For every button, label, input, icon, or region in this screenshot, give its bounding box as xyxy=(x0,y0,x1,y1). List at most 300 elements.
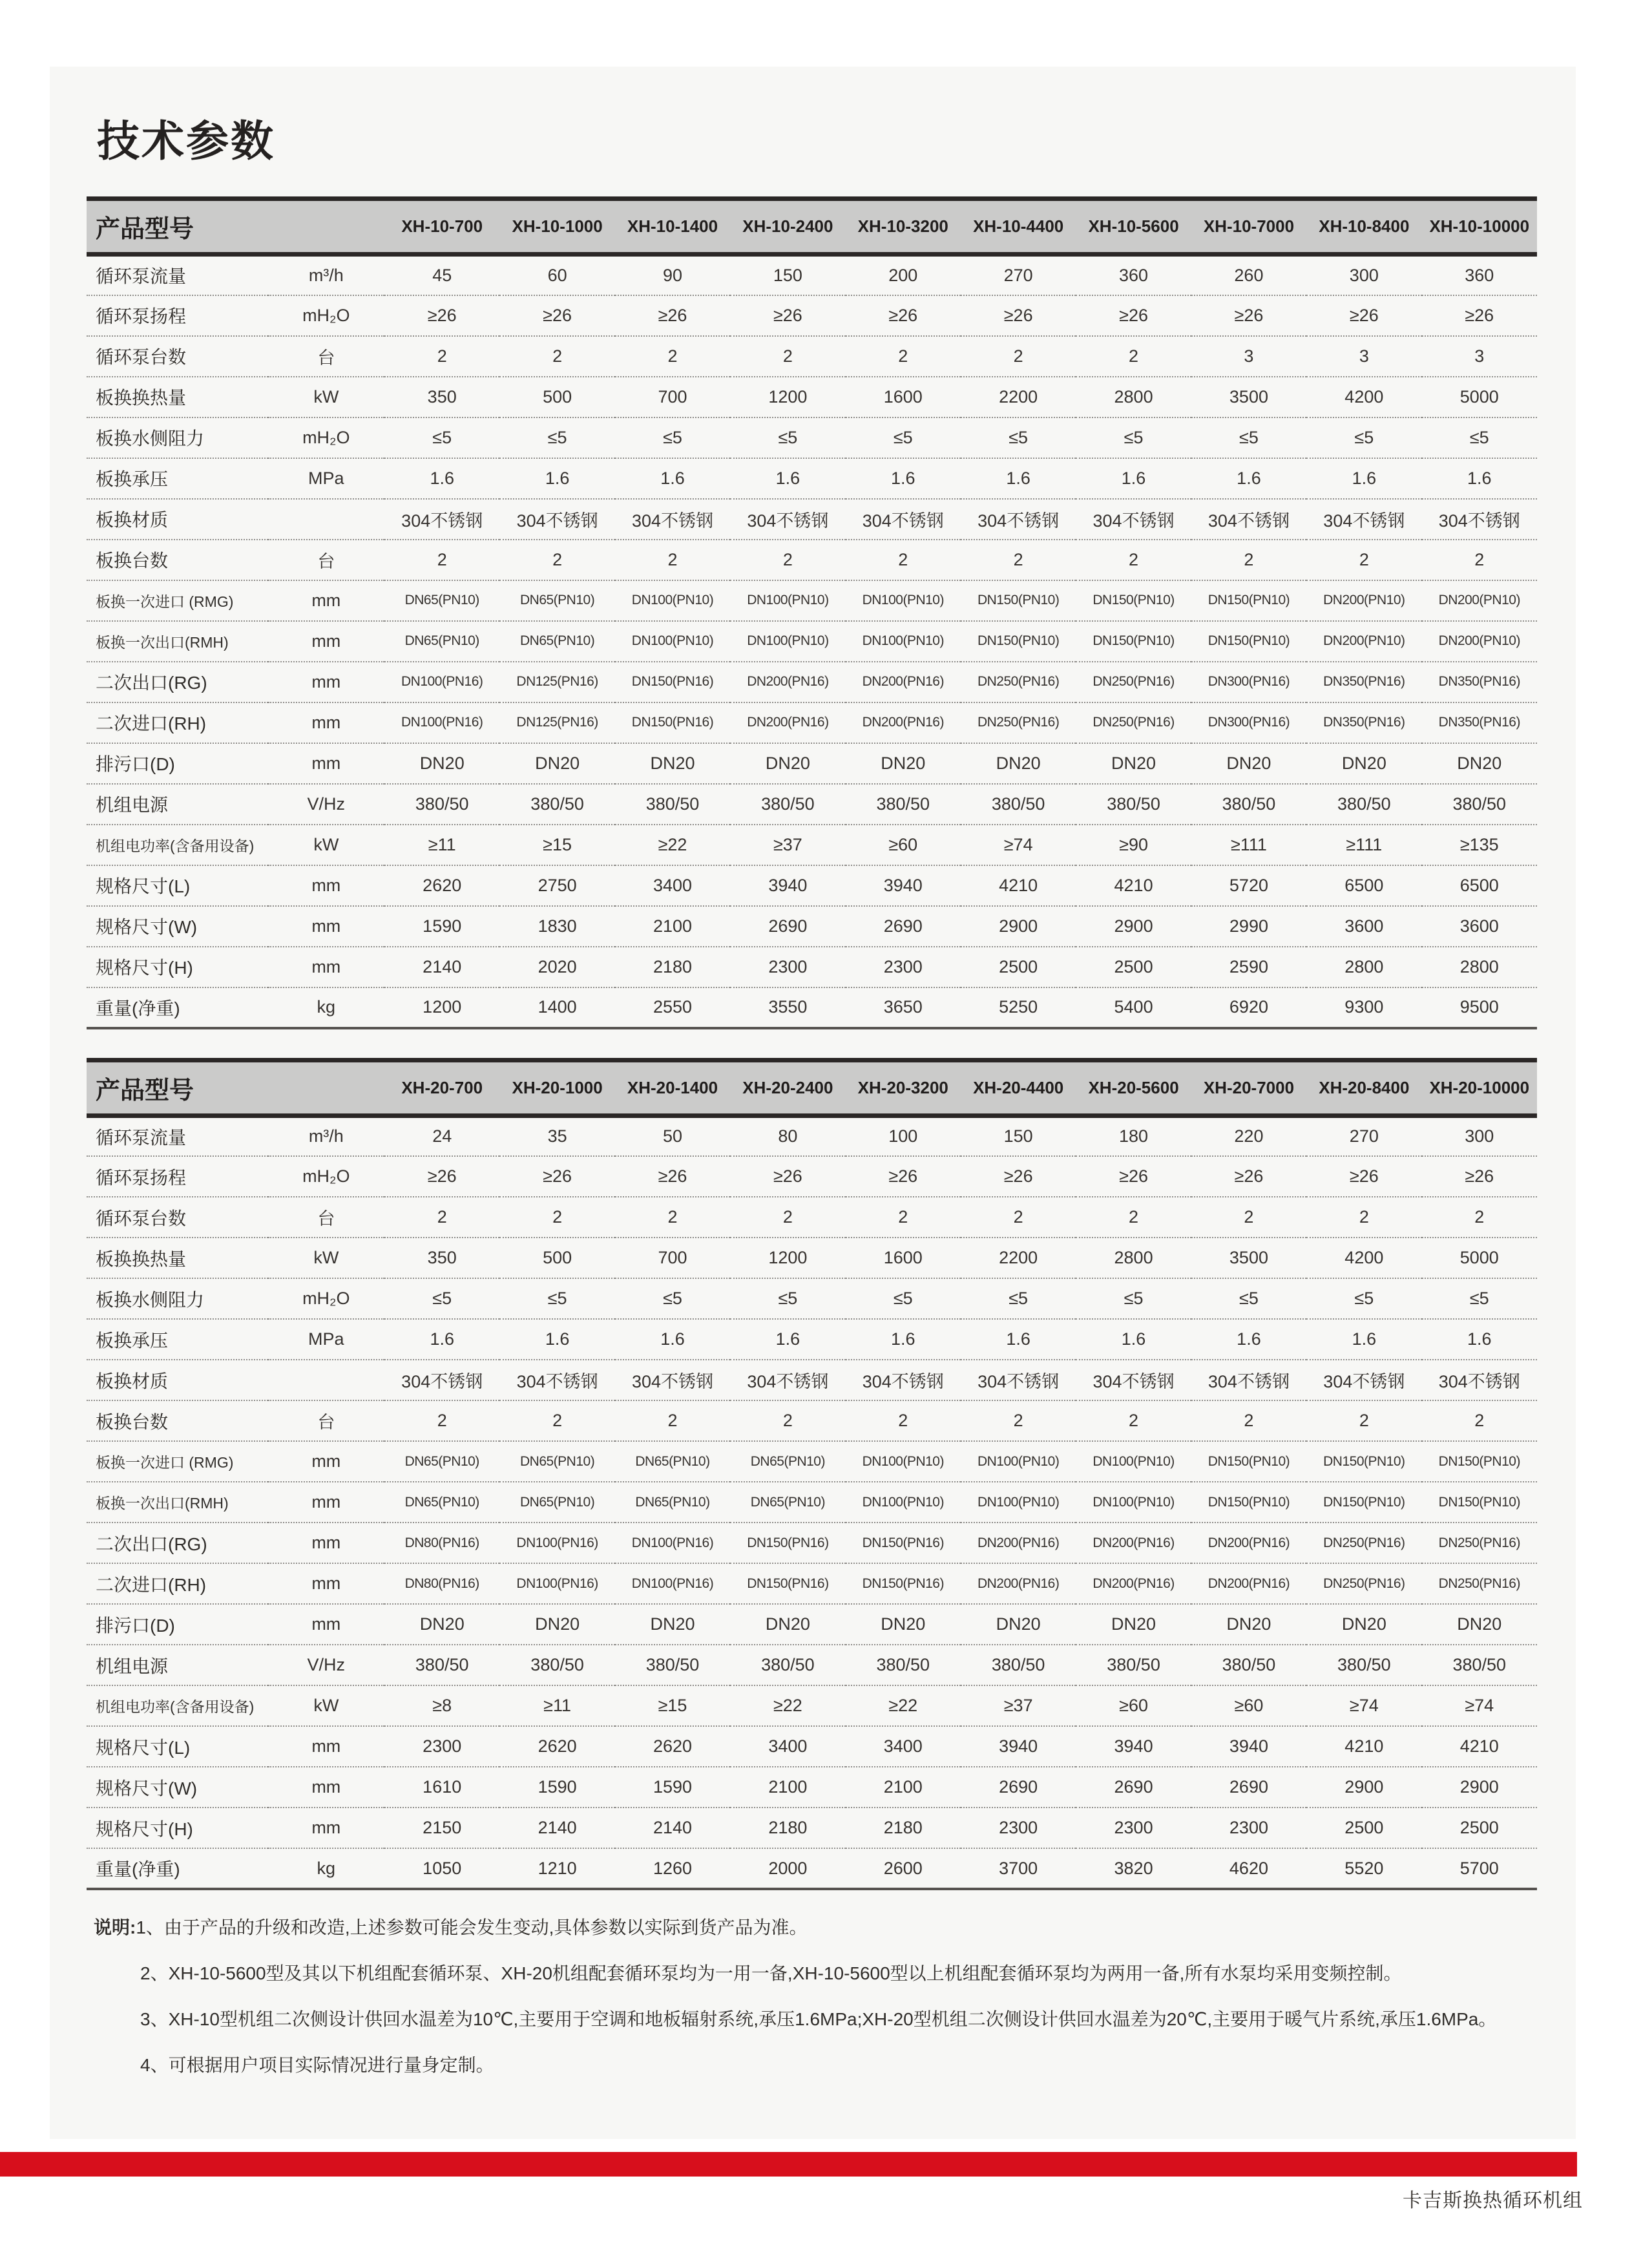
cell-value: 350 xyxy=(427,386,457,406)
cell-value: 2 xyxy=(782,1411,793,1430)
cell-value: 2100 xyxy=(883,1777,923,1797)
column-header-model: XH-10-7000 xyxy=(1203,216,1295,236)
table-row xyxy=(87,1685,1537,1726)
cell-value: 3600 xyxy=(1344,916,1384,936)
page-title: 技术参数 xyxy=(97,117,275,165)
cell-value: 4210 xyxy=(1114,875,1153,895)
cell-value: DN150(PN10) xyxy=(1208,593,1290,607)
cell-value: ≤5 xyxy=(1354,427,1374,447)
cell-value: DN200(PN16) xyxy=(747,674,829,689)
cell-value: DN65(PN10) xyxy=(519,1494,595,1510)
cell-value: DN200(PN16) xyxy=(1208,1576,1290,1591)
table-row xyxy=(87,1808,1537,1848)
table-row xyxy=(87,947,1537,987)
row-label: 机组电源 xyxy=(96,795,169,815)
cell-value: DN250(PN16) xyxy=(1438,1576,1520,1591)
cell-value: 300 xyxy=(1349,265,1379,285)
cell-value: ≤5 xyxy=(778,427,798,447)
row-label: 循环泵流量 xyxy=(96,266,187,287)
cell-value: DN200(PN16) xyxy=(1093,1535,1175,1550)
cell-value: 2 xyxy=(782,346,793,366)
cell-value: ≤5 xyxy=(547,427,567,447)
table-row xyxy=(87,1197,1537,1238)
cell-value: 270 xyxy=(1349,1126,1379,1146)
cell-value: ≥60 xyxy=(1119,1696,1148,1715)
row-label: 板换一次进口 (RMG) xyxy=(96,593,234,610)
cell-value: ≥15 xyxy=(658,1696,687,1715)
cell-value: ≥26 xyxy=(658,305,687,325)
cell-value: 2600 xyxy=(883,1858,923,1878)
cell-value: DN200(PN16) xyxy=(1093,1576,1175,1591)
column-header-model: XH-10-8400 xyxy=(1319,216,1410,236)
cell-value: DN150(PN16) xyxy=(747,1576,829,1591)
cell-value: 3650 xyxy=(883,997,923,1017)
cell-value: 4200 xyxy=(1344,1248,1384,1267)
cell-value: 270 xyxy=(1003,265,1033,285)
cell-value: 2620 xyxy=(538,1736,577,1756)
row-unit: V/Hz xyxy=(307,1655,346,1674)
cell-value: 1.6 xyxy=(660,468,685,488)
cell-value: DN100(PN10) xyxy=(1093,1494,1175,1510)
cell-value: 2690 xyxy=(1229,1777,1268,1797)
cell-value: 2 xyxy=(898,346,908,366)
row-unit: mm xyxy=(311,1533,341,1552)
cell-value: DN100(PN16) xyxy=(516,1576,598,1591)
cell-value: 3 xyxy=(1359,346,1369,366)
cell-value: 3 xyxy=(1244,346,1254,366)
cell-value: DN200(PN16) xyxy=(862,715,944,730)
cell-value: DN100(PN10) xyxy=(862,1453,944,1469)
cell-value: ≤5 xyxy=(1469,427,1489,447)
cell-value: 2 xyxy=(552,1411,563,1430)
row-label: 规格尺寸(H) xyxy=(96,1819,193,1839)
cell-value: DN200(PN16) xyxy=(1208,1535,1290,1550)
cell-value: DN65(PN10) xyxy=(635,1453,710,1469)
cell-value: 2 xyxy=(782,1207,793,1227)
table-row xyxy=(87,825,1537,865)
cell-value: DN350(PN16) xyxy=(1438,674,1520,689)
row-label: 规格尺寸(L) xyxy=(96,1737,191,1758)
cell-value: DN100(PN16) xyxy=(516,1535,598,1550)
cell-value: 1210 xyxy=(538,1858,577,1878)
cell-value: 1260 xyxy=(653,1858,693,1878)
cell-value: ≥22 xyxy=(888,1696,918,1715)
cell-value: 2 xyxy=(667,549,678,569)
cell-value: DN350(PN16) xyxy=(1323,715,1405,730)
cell-value: ≥26 xyxy=(427,1166,457,1186)
cell-value: ≥26 xyxy=(1234,1166,1264,1186)
table-row xyxy=(87,458,1537,499)
row-unit: mm xyxy=(311,753,341,773)
cell-value: 2690 xyxy=(768,916,808,936)
row-unit: kW xyxy=(313,386,339,406)
cell-value: ≤5 xyxy=(1239,1289,1259,1308)
cell-value: DN200(PN10) xyxy=(1323,593,1405,607)
cell-value: DN150(PN16) xyxy=(862,1576,944,1591)
cell-value: 304不锈钢 xyxy=(401,1372,483,1391)
cell-value: DN65(PN10) xyxy=(404,633,479,648)
cell-value: ≤5 xyxy=(547,1289,567,1308)
cell-value: DN100(PN16) xyxy=(631,1535,714,1550)
table-row xyxy=(87,255,1537,295)
cell-value: 2990 xyxy=(1229,916,1268,936)
cell-value: DN100(PN10) xyxy=(862,633,944,648)
notes-prefix: 说明: xyxy=(94,1917,136,1937)
cell-value: DN20 xyxy=(996,1614,1041,1634)
row-label: 板换换热量 xyxy=(96,388,187,408)
row-unit: mm xyxy=(311,671,341,691)
row-unit: 台 xyxy=(317,1209,335,1228)
cell-value: 1600 xyxy=(883,386,923,406)
table-header-label: 产品型号 xyxy=(96,216,194,243)
cell-value: 2 xyxy=(1474,549,1485,569)
row-label: 排污口(D) xyxy=(96,1615,175,1636)
cell-value: 2 xyxy=(1244,1411,1254,1430)
cell-value: ≥135 xyxy=(1459,834,1499,854)
cell-value: DN100(PN10) xyxy=(747,633,829,648)
cell-value: 3940 xyxy=(999,1736,1038,1756)
cell-value: DN200(PN10) xyxy=(1323,633,1405,648)
row-unit: kW xyxy=(313,1248,339,1267)
cell-value: 45 xyxy=(432,265,452,285)
cell-value: DN200(PN10) xyxy=(1438,593,1520,607)
cell-value: 1.6 xyxy=(430,468,454,488)
cell-value: ≥26 xyxy=(1234,305,1264,325)
cell-value: 300 xyxy=(1465,1126,1494,1146)
cell-value: 380/50 xyxy=(415,1655,469,1674)
column-header-model: XH-20-4400 xyxy=(973,1077,1064,1097)
cell-value: ≥26 xyxy=(1349,305,1379,325)
cell-value: ≥37 xyxy=(773,834,802,854)
cell-value: DN300(PN16) xyxy=(1208,674,1290,689)
cell-value: 1.6 xyxy=(775,468,800,488)
cell-value: 304不锈钢 xyxy=(978,511,1060,531)
cell-value: ≥26 xyxy=(1119,305,1148,325)
column-header-model: XH-10-1400 xyxy=(627,216,718,236)
cell-value: ≥26 xyxy=(773,305,802,325)
cell-value: 50 xyxy=(662,1126,683,1146)
cell-value: 380/50 xyxy=(530,794,584,814)
cell-value: 304不锈钢 xyxy=(631,511,714,531)
row-label: 二次进口(RH) xyxy=(96,1574,207,1595)
cell-value: 2200 xyxy=(999,386,1038,406)
row-unit: mH₂O xyxy=(302,1166,350,1186)
cell-value: 2300 xyxy=(883,956,923,976)
cell-value: 2800 xyxy=(1114,386,1153,406)
cell-value: 304不锈钢 xyxy=(1323,1372,1405,1391)
cell-value: ≥90 xyxy=(1119,834,1148,854)
cell-value: 380/50 xyxy=(761,794,815,814)
cell-value: 1.6 xyxy=(1121,468,1146,488)
cell-value: 2 xyxy=(1244,1207,1254,1227)
cell-value: 2 xyxy=(1129,1207,1139,1227)
table-row xyxy=(87,499,1537,540)
cell-value: 4210 xyxy=(999,875,1038,895)
cell-value: DN65(PN10) xyxy=(750,1494,825,1510)
cell-value: 2800 xyxy=(1459,956,1499,976)
row-label: 板换承压 xyxy=(96,1330,169,1351)
cell-value: 1.6 xyxy=(1352,1329,1377,1349)
cell-value: DN150(PN10) xyxy=(1093,633,1175,648)
cell-value: DN20 xyxy=(881,753,926,773)
cell-value: 2620 xyxy=(653,1736,693,1756)
cell-value: 3940 xyxy=(1229,1736,1268,1756)
cell-value: 220 xyxy=(1234,1126,1264,1146)
cell-value: 350 xyxy=(427,1248,457,1267)
cell-value: ≥15 xyxy=(543,834,572,854)
note-line: 2、XH-10-5600型及其以下机组配套循环泵、XH-20机组配套循环泵均为一用一备,XH-10-5600型以上机组配套循环泵均为两用一备,所有水泵均采用变频控制。 xyxy=(140,1963,1402,1983)
cell-value: ≥26 xyxy=(888,1166,918,1186)
row-unit: kW xyxy=(313,1696,339,1715)
cell-value: DN65(PN10) xyxy=(519,1453,595,1469)
row-unit: mH₂O xyxy=(302,1289,350,1308)
column-header-model: XH-10-10000 xyxy=(1429,216,1530,236)
cell-value: 3550 xyxy=(768,997,808,1017)
cell-value: 500 xyxy=(543,1248,572,1267)
cell-value: 380/50 xyxy=(645,1655,700,1674)
table-row xyxy=(87,1278,1537,1319)
cell-value: DN150(PN10) xyxy=(1208,633,1290,648)
table-row xyxy=(87,662,1537,702)
cell-value: 2 xyxy=(782,549,793,569)
table-row xyxy=(87,1115,1537,1156)
cell-value: 304不锈钢 xyxy=(978,1372,1060,1391)
column-header-model: XH-10-3200 xyxy=(857,216,948,236)
column-header-model: XH-20-2400 xyxy=(742,1077,833,1097)
cell-value: ≥26 xyxy=(773,1166,802,1186)
cell-value: ≥26 xyxy=(427,305,457,325)
cell-value: ≥26 xyxy=(543,305,572,325)
column-header-model: XH-10-1000 xyxy=(512,216,603,236)
cell-value: DN100(PN16) xyxy=(401,674,483,689)
cell-value: 380/50 xyxy=(991,794,1045,814)
cell-value: 2300 xyxy=(999,1818,1038,1837)
cell-value: 380/50 xyxy=(1452,1655,1507,1674)
table-row xyxy=(87,702,1537,743)
cell-value: 1.6 xyxy=(1237,468,1261,488)
cell-value: 4210 xyxy=(1344,1736,1384,1756)
cell-value: DN100(PN16) xyxy=(631,1576,714,1591)
table-row xyxy=(87,906,1537,947)
cell-value: 2 xyxy=(898,549,908,569)
row-label: 板换水侧阻力 xyxy=(96,1289,205,1310)
row-unit: 台 xyxy=(317,348,335,368)
row-unit: mm xyxy=(311,956,341,976)
row-unit: mm xyxy=(311,1574,341,1593)
cell-value: 1.6 xyxy=(891,468,915,488)
table-header-row xyxy=(87,1060,1537,1115)
cell-value: 2800 xyxy=(1114,1248,1153,1267)
column-header-model: XH-10-5600 xyxy=(1088,216,1179,236)
cell-value: ≤5 xyxy=(432,1289,452,1308)
content-panel xyxy=(50,67,1576,2139)
cell-value: 380/50 xyxy=(530,1655,584,1674)
table-row xyxy=(87,1238,1537,1278)
cell-value: 2 xyxy=(1129,1411,1139,1430)
row-label: 机组电功率(含备用设备) xyxy=(96,1698,255,1715)
row-label: 板换换热量 xyxy=(96,1249,187,1269)
cell-value: 380/50 xyxy=(1107,1655,1160,1674)
cell-value: 2900 xyxy=(1344,1777,1384,1797)
cell-value: 2800 xyxy=(1344,956,1384,976)
table-header-row xyxy=(87,199,1537,255)
row-unit xyxy=(268,499,384,540)
cell-value: 2 xyxy=(1013,549,1023,569)
cell-value: DN65(PN10) xyxy=(404,1494,479,1510)
cell-value: DN20 xyxy=(419,753,465,773)
cell-value: 304不锈钢 xyxy=(516,511,598,531)
table-row xyxy=(87,417,1537,458)
cell-value: DN20 xyxy=(535,753,580,773)
cell-value: ≤5 xyxy=(663,1289,682,1308)
cell-value: ≤5 xyxy=(1009,427,1029,447)
cell-value: 2 xyxy=(437,549,447,569)
cell-value: 2300 xyxy=(423,1736,462,1756)
cell-value: DN100(PN10) xyxy=(862,1494,944,1510)
row-label: 循环泵台数 xyxy=(96,1208,187,1228)
cell-value: 2500 xyxy=(1344,1818,1384,1837)
cell-value: DN150(PN10) xyxy=(1438,1453,1520,1469)
cell-value: ≥74 xyxy=(1465,1696,1494,1715)
cell-value: DN65(PN10) xyxy=(519,633,595,648)
cell-value: 304不锈钢 xyxy=(1438,511,1520,531)
cell-value: 3820 xyxy=(1114,1858,1153,1878)
cell-value: ≥8 xyxy=(432,1696,452,1715)
cell-value: 1590 xyxy=(423,916,462,936)
cell-value: 2180 xyxy=(768,1818,808,1837)
cell-value: 90 xyxy=(662,265,683,285)
cell-value: 6500 xyxy=(1344,875,1384,895)
row-unit: kg xyxy=(317,1858,336,1878)
column-header-model: XH-10-4400 xyxy=(973,216,1064,236)
row-unit: kW xyxy=(313,834,339,854)
cell-value: DN200(PN16) xyxy=(977,1535,1060,1550)
cell-value: 2690 xyxy=(1114,1777,1153,1797)
cell-value: 2300 xyxy=(1114,1818,1153,1837)
cell-value: ≤5 xyxy=(893,427,913,447)
table-row xyxy=(87,1400,1537,1441)
footer-accent-bar xyxy=(0,2152,1577,2177)
row-unit: mm xyxy=(311,1492,341,1512)
cell-value: DN100(PN10) xyxy=(747,593,829,607)
cell-value: 3400 xyxy=(883,1736,923,1756)
cell-value: 2 xyxy=(898,1207,908,1227)
cell-value: DN350(PN16) xyxy=(1438,715,1520,730)
cell-value: 2500 xyxy=(1459,1818,1499,1837)
cell-value: 5720 xyxy=(1229,875,1268,895)
cell-value: DN80(PN16) xyxy=(404,1535,479,1550)
cell-value: 80 xyxy=(778,1126,798,1146)
cell-value: 180 xyxy=(1119,1126,1149,1146)
cell-value: 2 xyxy=(552,346,563,366)
cell-value: 2100 xyxy=(653,916,693,936)
row-label: 重量(净重) xyxy=(96,1859,180,1879)
cell-value: DN300(PN16) xyxy=(1208,715,1290,730)
cell-value: 150 xyxy=(773,265,802,285)
cell-value: 1610 xyxy=(423,1777,462,1797)
cell-value: DN250(PN16) xyxy=(1438,1535,1520,1550)
cell-value: 9300 xyxy=(1344,997,1384,1017)
cell-value: DN150(PN10) xyxy=(977,593,1060,607)
cell-value: 380/50 xyxy=(1452,794,1507,814)
cell-value: DN150(PN16) xyxy=(862,1535,944,1550)
cell-value: DN150(PN10) xyxy=(1323,1494,1405,1510)
cell-value: DN150(PN10) xyxy=(977,633,1060,648)
table-row xyxy=(87,1156,1537,1197)
cell-value: 380/50 xyxy=(1222,1655,1276,1674)
row-label: 板换一次进口 (RMG) xyxy=(96,1454,234,1471)
row-label: 板换一次出口(RMH) xyxy=(96,633,229,651)
row-label: 二次出口(RG) xyxy=(96,1534,207,1554)
cell-value: 5700 xyxy=(1459,1858,1499,1878)
row-label: 板换台数 xyxy=(96,551,169,571)
cell-value: DN125(PN16) xyxy=(516,715,598,730)
row-unit: mm xyxy=(311,916,341,936)
cell-value: DN20 xyxy=(1226,753,1271,773)
cell-value: ≥26 xyxy=(1465,305,1494,325)
cell-value: 1.6 xyxy=(1237,1329,1261,1349)
table-row xyxy=(87,377,1537,417)
cell-value: 2 xyxy=(552,549,563,569)
cell-value: 2000 xyxy=(768,1858,808,1878)
cell-value: ≤5 xyxy=(1354,1289,1374,1308)
cell-value: 3400 xyxy=(653,875,693,895)
column-header-model: XH-20-700 xyxy=(401,1077,483,1097)
table-row xyxy=(87,865,1537,906)
cell-value: DN80(PN16) xyxy=(404,1576,479,1591)
cell-value: 1200 xyxy=(423,997,462,1017)
cell-value: ≤5 xyxy=(1469,1289,1489,1308)
cell-value: DN20 xyxy=(419,1614,465,1634)
cell-value: DN250(PN16) xyxy=(977,715,1060,730)
cell-value: 1200 xyxy=(768,1248,808,1267)
cell-value: 2900 xyxy=(1459,1777,1499,1797)
row-label: 二次进口(RH) xyxy=(96,713,207,733)
column-header-model: XH-20-1000 xyxy=(512,1077,603,1097)
cell-value: 5520 xyxy=(1344,1858,1384,1878)
footer-product-name: 卡吉斯换热循环机组 xyxy=(1403,2190,1583,2211)
cell-value: DN150(PN10) xyxy=(1208,1453,1290,1469)
row-label: 循环泵扬程 xyxy=(96,306,187,326)
table-row xyxy=(87,1563,1537,1604)
note-text: 1、由于产品的升级和改造,上述参数可能会发生变动,具体参数以实际到货产品为准。 xyxy=(136,1917,808,1937)
cell-value: DN200(PN10) xyxy=(1438,633,1520,648)
spec-table-xh10 xyxy=(87,196,1537,1029)
cell-value: ≤5 xyxy=(663,427,682,447)
cell-value: 304不锈钢 xyxy=(747,1372,829,1391)
cell-value: 1.6 xyxy=(775,1329,800,1349)
cell-value: 5000 xyxy=(1459,386,1499,406)
spec-table-xh20 xyxy=(87,1058,1537,1891)
row-label: 重量(净重) xyxy=(96,998,180,1018)
cell-value: 2 xyxy=(1013,1207,1023,1227)
cell-value: ≤5 xyxy=(1009,1289,1029,1308)
cell-value: 2 xyxy=(667,1207,678,1227)
cell-value: 304不锈钢 xyxy=(401,511,483,531)
table-row xyxy=(87,1360,1537,1400)
cell-value: DN20 xyxy=(1226,1614,1271,1634)
table-header-label: 产品型号 xyxy=(96,1077,194,1104)
cell-value: 1590 xyxy=(538,1777,577,1797)
cell-value: 304不锈钢 xyxy=(1208,1372,1290,1391)
cell-value: 2 xyxy=(437,346,447,366)
cell-value: DN150(PN10) xyxy=(1438,1494,1520,1510)
cell-value: 2 xyxy=(1474,1207,1485,1227)
note-line: 3、XH-10型机组二次侧设计供回水温差为10℃,主要用于空调和地板辐射系统,承压1.6MPa;XH-20型机组二次侧设计供回水温差为20℃,主要用于暖气片系统,承压1.6MPa。 xyxy=(140,2009,1497,2029)
cell-value: DN150(PN16) xyxy=(631,674,714,689)
row-label: 二次出口(RG) xyxy=(96,673,207,693)
cell-value: 2 xyxy=(1474,1411,1485,1430)
